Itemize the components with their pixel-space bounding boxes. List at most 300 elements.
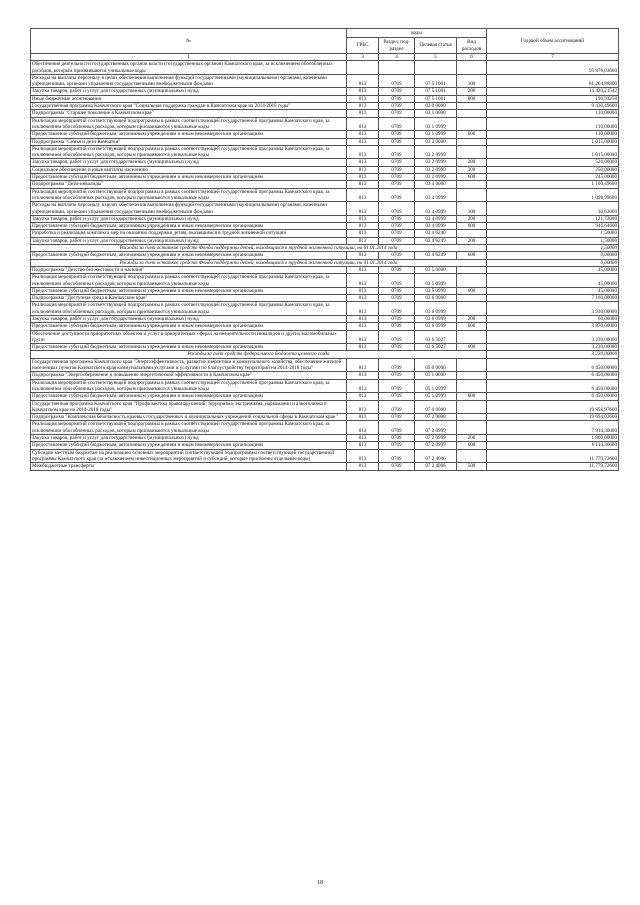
row-vid: 600: [457, 223, 487, 230]
row-celevaya: 03 5 0999: [415, 287, 457, 294]
row-celevaya: 03 6 0999: [415, 323, 457, 330]
row-grbs: 813: [347, 449, 379, 463]
row-celevaya: 07 2 0000: [415, 414, 457, 421]
row-sum: 1 015,00000: [487, 138, 619, 145]
row-razdel: 0709: [379, 74, 415, 88]
table-row: [31, 302, 619, 316]
row-grbs: 813: [347, 323, 379, 330]
row-grbs: 813: [347, 188, 379, 202]
row-razdel: 0709: [379, 421, 415, 435]
row-sum: 6 450,00000: [487, 372, 619, 379]
row-grbs: 813: [347, 379, 379, 393]
row-sum: 6 450,00000: [487, 358, 619, 372]
row-grbs: 813: [347, 174, 379, 181]
row-grbs: 813: [347, 295, 379, 302]
row-sum: 1 098,99600: [487, 188, 619, 202]
row-celevaya: 03 6 0999: [415, 315, 457, 322]
row-name: Реализация мероприятий соответствующей подпрограммы в рамках соответствующей государственной программы Камчатского края, за исключением обособленных расходов, которым присваиваются уникальные коды: [31, 379, 347, 393]
colnum-3: 3: [347, 54, 379, 61]
row-razdel: 0709: [379, 131, 415, 138]
row-vid: [457, 61, 487, 75]
row-celevaya: 03 6 0000: [415, 295, 457, 302]
row-vid: 100: [457, 74, 487, 88]
row-name: Расходы на выплаты персоналу в целях обеспечения выполнения функций государственными (муниципальными) органами, казенными учреждениями, органами управления государственными внебюджетными фондами: [31, 202, 347, 216]
colnum-6: 6: [457, 54, 487, 61]
row-vid: 200: [457, 215, 487, 222]
row-celevaya: 07 2 4006: [415, 449, 457, 463]
row-sum: 1,50000: [487, 230, 619, 237]
row-grbs: 813: [347, 372, 379, 379]
row-sum: 1 015,00000: [487, 145, 619, 159]
row-sum: 6 450,00000: [487, 379, 619, 393]
row-vid: [457, 117, 487, 131]
row-name: Реализация мероприятий соответствующей подпрограммы в рамках соответствующей государственной программы Камчатского края, за исключением обособленных расходов, которым присваиваются уникальные коды: [31, 145, 347, 159]
table-row: [31, 215, 619, 222]
table-row: [31, 237, 619, 244]
row-sum: 250,00000: [487, 166, 619, 173]
row-vid: [457, 421, 487, 435]
row-grbs: 813: [347, 302, 379, 316]
row-celevaya: 03 6 5027: [415, 344, 457, 351]
table-row: [31, 393, 619, 400]
table-row: [31, 181, 619, 188]
row-name: Закупка товаров, работ и услуг для государственных (муниципальных) нужд: [31, 88, 347, 95]
row-name: Государственная программа Камчатского края "Энергоэффективность, развитие энергетики и коммунального хозяйства, обеспечение жителей населенных пунктов Камчатского края коммунальными услугами и услугами по благоустройству территорий на 2014-2018 годы": [31, 358, 347, 372]
row-sum: 19 858,97600: [487, 400, 619, 414]
note-sum: 1,50000: [487, 245, 619, 252]
table-row-note: [31, 259, 619, 266]
row-razdel: 0709: [379, 166, 415, 173]
row-razdel: 0709: [379, 372, 415, 379]
row-grbs: 813: [347, 421, 379, 435]
row-name: Подпрограмма "Энергосбережение и повышение энергетической эффективности в Камчатском крае": [31, 372, 347, 379]
row-name: Социальное обеспечение и иные выплаты населению: [31, 166, 347, 173]
row-grbs: 813: [347, 393, 379, 400]
row-celevaya: 07 2 0999: [415, 421, 457, 435]
row-vid: [457, 400, 487, 414]
row-grbs: 813: [347, 237, 379, 244]
row-name: Подпрограмма "Семья и дети Камчатки": [31, 138, 347, 145]
table-row: [31, 344, 619, 351]
row-grbs: 813: [347, 103, 379, 110]
row-razdel: 0709: [379, 274, 415, 288]
row-grbs: 813: [347, 145, 379, 159]
row-name: Обеспечение деятельности государственных органов власти (государственных органов) Камчатского края, за исключением обособленных расходов, которым присваиваются уникальные коды: [31, 61, 347, 75]
row-celevaya: 03 2 0000: [415, 138, 457, 145]
table-row: [31, 442, 619, 449]
row-name: Закупка товаров, работ и услуг для государственных (муниципальных) нужд: [31, 237, 347, 244]
row-razdel: 0709: [379, 181, 415, 188]
note-text: Расходы за счет средств федерального бюджета целевого созда: [31, 351, 487, 358]
row-razdel: 0709: [379, 159, 415, 166]
row-celevaya: 07 5 1001: [415, 95, 457, 102]
row-name: Обеспечение доступности приоритетных объектов и услуг в приоритетных сферах жизнедеятельности инвалидов и других маломобильных групп: [31, 330, 347, 344]
row-razdel: 0709: [379, 344, 415, 351]
row-vid: 600: [457, 131, 487, 138]
row-grbs: 813: [347, 181, 379, 188]
row-name: Предоставление субсидий бюджетным, автономным учреждениям и иным некоммерческим организациям: [31, 344, 347, 351]
row-razdel: 0709: [379, 88, 415, 95]
row-name: Межбюджетные трансферты: [31, 463, 347, 470]
row-vid: [457, 266, 487, 273]
row-celevaya: 03 4 6240: [415, 230, 457, 237]
row-vid: 600: [457, 442, 487, 449]
row-celevaya: 03 5 0999: [415, 274, 457, 288]
table-row: [31, 223, 619, 230]
row-celevaya: 03 6 5027: [415, 330, 457, 344]
row-vid: 600: [457, 174, 487, 181]
row-razdel: 0709: [379, 435, 415, 442]
row-vid: 600: [457, 393, 487, 400]
row-vid: [457, 414, 487, 421]
row-celevaya: 03 4 6249: [415, 252, 457, 259]
page-number: 18: [317, 880, 323, 886]
row-grbs: 813: [347, 358, 379, 372]
row-sum: 3 930,00000: [487, 302, 619, 316]
row-vid: [457, 188, 487, 202]
row-vid: [457, 274, 487, 288]
row-sum: 110,00000: [487, 110, 619, 117]
row-sum: 0,00000: [487, 252, 619, 259]
table-header: [31, 29, 619, 61]
row-razdel: 0709: [379, 287, 415, 294]
row-grbs: 813: [347, 138, 379, 145]
row-name: Предоставление субсидий бюджетным, автономным учреждениям и иным некоммерческим организациям: [31, 323, 347, 330]
table-row: [31, 435, 619, 442]
row-razdel: 0709: [379, 442, 415, 449]
row-vid: [457, 295, 487, 302]
row-name: Разработка и реализация комплекса мер по оказанию поддержки детям, оказавшимся в трудной жизненной ситуации: [31, 230, 347, 237]
table-row: [31, 287, 619, 294]
row-celevaya: 07 5 1001: [415, 88, 457, 95]
row-razdel: 0709: [379, 188, 415, 202]
table-row: [31, 266, 619, 273]
row-grbs: 813: [347, 215, 379, 222]
row-razdel: 0709: [379, 323, 415, 330]
row-razdel: 0709: [379, 315, 415, 322]
table-row: [31, 358, 619, 372]
row-celevaya: 05 1 0000: [415, 372, 457, 379]
row-vid: 100: [457, 202, 487, 216]
row-name: Государственная программа Камчатского края "Социальная поддержка граждан в Камчатском крае на 2014-2018 годы": [31, 103, 347, 110]
row-celevaya: 03 4 0999: [415, 202, 457, 216]
header-grbs: ГРБС: [347, 38, 379, 54]
row-sum: 60,00000: [487, 315, 619, 322]
table-row: [31, 88, 619, 95]
row-grbs: 813: [347, 117, 379, 131]
header-num: №: [31, 29, 347, 54]
colnum-7: 7: [487, 54, 619, 61]
row-name: Иные бюджетные ассигнования: [31, 95, 347, 102]
table-row: [31, 449, 619, 463]
row-vid: [457, 145, 487, 159]
row-razdel: 0709: [379, 330, 415, 344]
row-vid: 200: [457, 159, 487, 166]
row-grbs: 813: [347, 442, 379, 449]
row-razdel: 0709: [379, 202, 415, 216]
table-row: [31, 166, 619, 173]
row-sum: 7 160,00000: [487, 295, 619, 302]
row-name: Подпрограмма "Старшее поколение в Камчатском крае": [31, 110, 347, 117]
row-sum: 19 694,02600: [487, 414, 619, 421]
row-celevaya: 03 4 6249: [415, 237, 457, 244]
row-razdel: 0709: [379, 145, 415, 159]
note-text: Расходы за счет остатков средств Фонда поддержки детей, находящихся в трудной жизненной ситуации, на 01.01.2014 года: [31, 259, 487, 266]
row-grbs: 813: [347, 330, 379, 344]
row-sum: 3 230,00000: [487, 330, 619, 344]
header-codes: коды: [347, 29, 487, 38]
row-sum: 6 114,30000: [487, 442, 619, 449]
row-razdel: 0709: [379, 95, 415, 102]
row-grbs: 813: [347, 435, 379, 442]
row-vid: [457, 110, 487, 117]
row-celevaya: 03 4 0000: [415, 181, 457, 188]
row-name: Подпрограмма "Дети-инвалиды": [31, 181, 347, 188]
row-name: Закупка товаров, работ и услуг для государственных (муниципальных) нужд: [31, 215, 347, 222]
row-name: Расходы на выплаты персоналу в целях обеспечения выполнения функций государственными (муниципальными) органами, казенными учреждениями, органами управления государственными внебюджетными фондами: [31, 74, 347, 88]
row-sum: 121,72000: [487, 215, 619, 222]
row-sum: 245,00000: [487, 174, 619, 181]
row-sum: 190,93258: [487, 95, 619, 102]
row-celevaya: 03 6 0999: [415, 302, 457, 316]
row-razdel: 0709: [379, 110, 415, 117]
row-razdel: 0709: [379, 237, 415, 244]
row-vid: 200: [457, 237, 487, 244]
row-razdel: 0709: [379, 138, 415, 145]
row-celevaya: 07 0 0000: [415, 400, 457, 414]
row-celevaya: 07 2 0999: [415, 442, 457, 449]
row-sum: 110,00000: [487, 117, 619, 131]
row-name: Подпрограмма "Детство без жестокости и насилия": [31, 266, 347, 273]
colnum-1: 1: [31, 54, 347, 61]
row-razdel: 0709: [379, 266, 415, 273]
row-razdel: 0709: [379, 174, 415, 181]
row-razdel: 0709: [379, 117, 415, 131]
table-row: [31, 174, 619, 181]
row-grbs: 813: [347, 110, 379, 117]
row-grbs: 813: [347, 266, 379, 273]
row-vid: [457, 358, 487, 372]
row-name: Закупка товаров, работ и услуг для государственных (муниципальных) нужд: [31, 159, 347, 166]
row-celevaya: 03 2 0999: [415, 166, 457, 173]
table-row: [31, 131, 619, 138]
row-name: Предоставление субсидий бюджетным, автономным учреждениям и иным некоммерческим организациям: [31, 442, 347, 449]
row-name: Подпрограмма "Комплексная безопасность краевых государственных и муниципальных учреждений социальной сферы в Камчатском крае ": [31, 414, 347, 421]
table-row: [31, 117, 619, 131]
row-sum: 11 779,72600: [487, 463, 619, 470]
row-sum: 520,00000: [487, 159, 619, 166]
row-vid: 200: [457, 315, 487, 322]
row-grbs: 813: [347, 223, 379, 230]
row-celevaya: 05 0 0000: [415, 358, 457, 372]
row-name: Реализация мероприятий соответствующей подпрограммы в рамках соответствующей государственной программы Камчатского края, за исключением обособленных расходов, которым присваиваются уникальные коды: [31, 421, 347, 435]
row-name: Предоставление субсидий бюджетным, автономным учреждениям и иным некоммерческим организациям: [31, 174, 347, 181]
row-sum: 45,00000: [487, 274, 619, 288]
row-celevaya: 03 1 0000: [415, 110, 457, 117]
row-vid: [457, 138, 487, 145]
table-body: [31, 61, 619, 470]
row-grbs: 813: [347, 400, 379, 414]
table-row: [31, 230, 619, 237]
row-sum: 7 914,30000: [487, 421, 619, 435]
table-row-note: [31, 245, 619, 252]
header-celevaya: Целевая статья: [415, 38, 457, 54]
row-celevaya: 03 0 0000: [415, 103, 457, 110]
table-row: [31, 252, 619, 259]
row-vid: 600: [457, 323, 487, 330]
row-sum: 9 430,49600: [487, 103, 619, 110]
row-celevaya: 03 5 0000: [415, 266, 457, 273]
row-razdel: 0709: [379, 252, 415, 259]
table-row: [31, 159, 619, 166]
header-razdel: Раздел, под-раздел: [379, 38, 415, 54]
table-row: [31, 372, 619, 379]
row-name: Реализация мероприятий соответствующей подпрограммы в рамках соответствующей государственной программы Камчатского края, за исключением обособленных расходов, которым присваиваются уникальные коды: [31, 274, 347, 288]
table-row: [31, 315, 619, 322]
budget-table: [30, 28, 619, 471]
row-name: Предоставление субсидий бюджетным, автономным учреждениям и иным некоммерческим организациям: [31, 252, 347, 259]
row-vid: 300: [457, 166, 487, 173]
row-name: Субсидии местным бюджетам на реализацию основных мероприятий соответствующей подпрограммы соответствующей государственной программы Камчатского края (за исключением инвестиционных мероприятий и субсидий, которые присвоены отдельные коды): [31, 449, 347, 463]
row-sum: 30,63000: [487, 202, 619, 216]
row-sum: 6 450,00000: [487, 393, 619, 400]
row-sum: 81 264,88800: [487, 74, 619, 88]
row-celevaya: 05 1 0999: [415, 379, 457, 393]
row-name: Закупка товаров, работ и услуг для государственных (муниципальных) нужд: [31, 435, 347, 442]
row-vid: [457, 449, 487, 463]
row-celevaya: 07 5 1001: [415, 74, 457, 88]
table-row: [31, 463, 619, 470]
table-row: [31, 421, 619, 435]
row-grbs: 813: [347, 159, 379, 166]
row-vid: 800: [457, 95, 487, 102]
row-grbs: 813: [347, 131, 379, 138]
table-row: [31, 274, 619, 288]
row-razdel: 0709: [379, 393, 415, 400]
row-sum: 45,00000: [487, 266, 619, 273]
table-row: [31, 138, 619, 145]
row-vid: [457, 330, 487, 344]
row-vid: [457, 379, 487, 393]
table-row: [31, 414, 619, 421]
row-razdel: 0709: [379, 414, 415, 421]
row-sum: 3 870,00000: [487, 323, 619, 330]
row-sum: 11 779,72600: [487, 449, 619, 463]
row-razdel: 0709: [379, 223, 415, 230]
row-grbs: 813: [347, 287, 379, 294]
row-vid: 600: [457, 344, 487, 351]
row-sum: 3 230,00000: [487, 344, 619, 351]
row-celevaya: 05 1 0999: [415, 393, 457, 400]
row-razdel: 0709: [379, 400, 415, 414]
table-row: [31, 330, 619, 344]
row-razdel: 0709: [379, 379, 415, 393]
row-vid: 500: [457, 463, 487, 470]
row-grbs: 813: [347, 95, 379, 102]
row-grbs: 813: [347, 252, 379, 259]
row-vid: [457, 372, 487, 379]
row-razdel: 0709: [379, 449, 415, 463]
row-vid: 200: [457, 435, 487, 442]
row-name: Реализация мероприятий соответствующей подпрограммы в рамках соответствующей государственной программы Камчатского края, за исключением обособленных расходов, которым присваиваются уникальные коды: [31, 117, 347, 131]
row-sum: 1 800,00000: [487, 435, 619, 442]
table-row: [31, 188, 619, 202]
row-razdel: 0709: [379, 463, 415, 470]
row-vid: 200: [457, 88, 487, 95]
table-row-note: [31, 351, 619, 358]
row-sum: 946,64600: [487, 223, 619, 230]
row-celevaya: 03 4 0999: [415, 223, 457, 230]
note-sum: 3 230,00000: [487, 351, 619, 358]
row-razdel: [379, 61, 415, 75]
row-celevaya: 03 4 0999: [415, 188, 457, 202]
row-name: Реализация мероприятий соответствующей подпрограммы в рамках соответствующей государственной программы Камчатского края, за исключением обособленных расходов, которым присваиваются уникальные коды: [31, 302, 347, 316]
row-grbs: 813: [347, 463, 379, 470]
row-name: Предоставление субсидий бюджетным, автономным учреждениям и иным некоммерческим организациям: [31, 131, 347, 138]
note-sum: 0,00000: [487, 259, 619, 266]
row-sum: 14 420,21542: [487, 88, 619, 95]
row-celevaya: 07 2 4006: [415, 463, 457, 470]
header-vid: Вид расходов: [457, 38, 487, 54]
row-celevaya: 03 2 0999: [415, 159, 457, 166]
table-row: [31, 61, 619, 75]
row-name: Предоставление субсидий бюджетным, автономным учреждениям и иным некоммерческим организациям: [31, 393, 347, 400]
row-celevaya: 03 2 0999: [415, 174, 457, 181]
table-row: [31, 379, 619, 393]
row-celevaya: 07 2 0999: [415, 435, 457, 442]
row-razdel: 0709: [379, 103, 415, 110]
table-row: [31, 400, 619, 414]
row-grbs: 813: [347, 74, 379, 88]
table-row: [31, 103, 619, 110]
row-name: Государственная программа Камчатского края "Профилактика правонарушений, терроризма, экстремизма, наркомании и алкоголизма в Камчатском крае на 2014-2018 годы": [31, 400, 347, 414]
row-name: Предоставление субсидий бюджетным, автономным учреждениям и иным некоммерческим организациям: [31, 223, 347, 230]
colnum-4: 4: [379, 54, 415, 61]
colnum-5: 5: [415, 54, 457, 61]
row-celevaya: 03 1 0999: [415, 117, 457, 131]
table-row: [31, 145, 619, 159]
row-grbs: 813: [347, 230, 379, 237]
row-grbs: 813: [347, 315, 379, 322]
row-razdel: 0709: [379, 230, 415, 237]
row-sum: 45,00000: [487, 287, 619, 294]
row-vid: [457, 302, 487, 316]
budget-page: [30, 28, 618, 471]
row-razdel: 0709: [379, 295, 415, 302]
note-text: Расходы за счет остатков средств Фонда поддержки детей, находящихся в трудной жизненной ситуации, на 01.01.2014 года: [31, 245, 487, 252]
table-row: [31, 110, 619, 117]
row-celevaya: 03 1 0999: [415, 131, 457, 138]
row-grbs: 813: [347, 344, 379, 351]
header-amount: Годовой объем ассигнований: [487, 29, 619, 54]
row-celevaya: [415, 61, 457, 75]
table-row: [31, 295, 619, 302]
row-vid: [457, 230, 487, 237]
row-name: Подпрограмма "Доступная среда в Камчатском крае": [31, 295, 347, 302]
row-razdel: 0709: [379, 358, 415, 372]
row-razdel: 0709: [379, 302, 415, 316]
table-row: [31, 95, 619, 102]
row-grbs: 813: [347, 88, 379, 95]
table-row: [31, 202, 619, 216]
row-sum: 95 876,03600: [487, 61, 619, 75]
row-grbs: 813: [347, 274, 379, 288]
row-sum: 1 100,49600: [487, 181, 619, 188]
row-grbs: 813: [347, 166, 379, 173]
row-name: Предоставление субсидий бюджетным, автономным учреждениям и иным некоммерческим организациям: [31, 287, 347, 294]
row-vid: 600: [457, 252, 487, 259]
row-celevaya: 03 4 0999: [415, 215, 457, 222]
